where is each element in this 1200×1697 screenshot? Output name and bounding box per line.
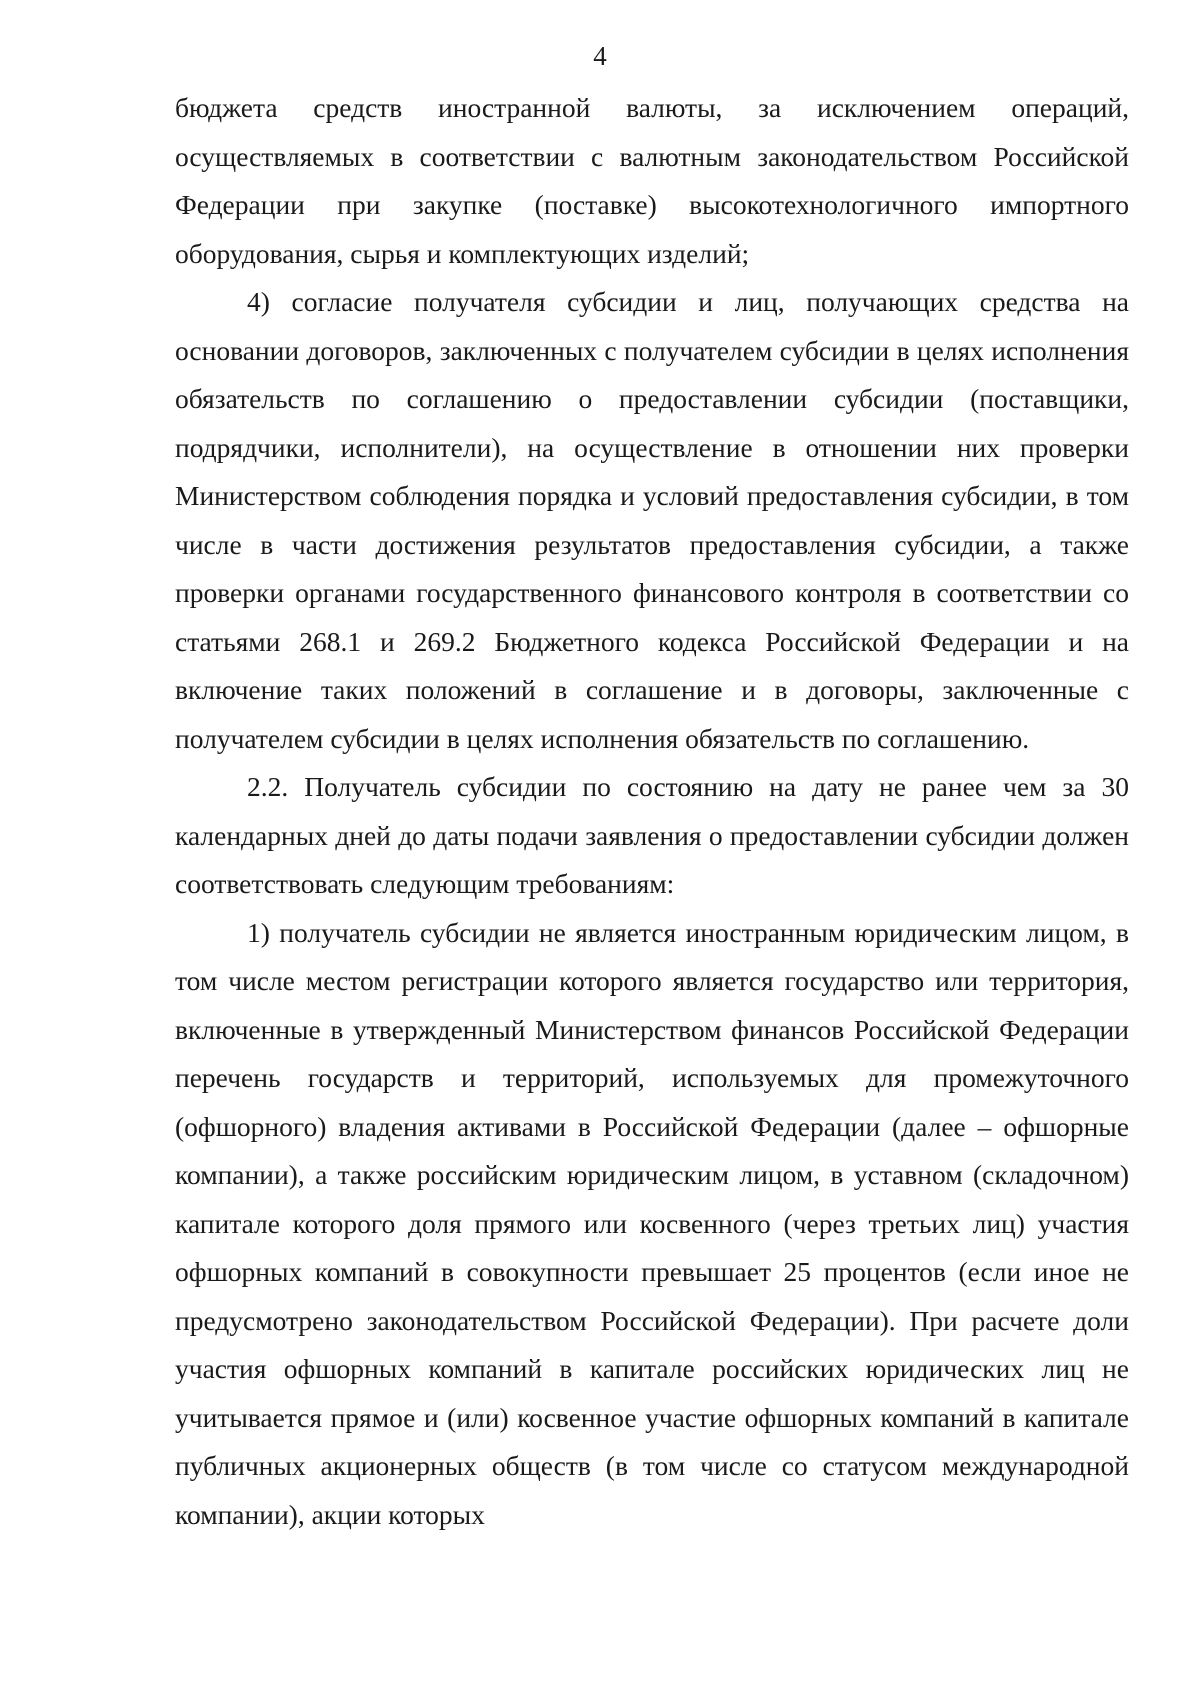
paragraph-item-4-consent: 4) согласие получателя субсидии и лиц, получающих средства на основании договоров, заключенных с получателем субсидии в целях исполнения обязательств по соглашению о предоставлении субсидии (поставщики, подрядчики, исполнители), на осуществление в отношении них проверки Министерством соблюдения порядка и условий предоставления субсидии, в том числе в части достижения результатов предоставления субсидии, а также проверки органами государственного финансового контроля в соответствии со статьями 268.1 и 269.2 Бюджетного кодекса Российской Федерации и на включение таких положений в соглашение и в договоры, заключенные с получателем субсидии в целях исполнения обязательств по соглашению. (175, 286, 1129, 754)
paragraph-2-2-requirements: 2.2. Получатель субсидии по состоянию на дату не ранее чем за 30 календарных дней до даты подачи заявления о предоставлении субсидии должен соответствовать следующим требованиям: (175, 771, 1129, 899)
paragraph-item-1-foreign-entity: 1) получатель субсидии не является иностранным юридическим лицом, в том числе местом регистрации которого является государство или территория, включенные в утвержденный Министерством финансов Российской Федерации перечень государств и территорий, используемых для промежуточного (офшорного) владения активами в Российской Федерации (далее – офшорные компании), а также российским юридическим лицом, в уставном (складочном) капитале которого доля прямого или косвенного (через третьих лиц) участия офшорных компаний в совокупности превышает 25 процентов (если иное не предусмотрено законодательством Российской Федерации). При расчете доли участия офшорных компаний в капитале российских юридических лиц не учитывается прямое и (или) косвенное участие офшорных компаний в капитале публичных акционерных обществ (в том числе со статусом международной компании), акции которых (175, 916, 1129, 1530)
page-number: 4 (593, 41, 607, 71)
paragraph-continuation: бюджета средств иностранной валюты, за исключением операций, осуществляемых в соответствии с валютным законодательством Российской Федерации при закупке (поставке) высокотехнологичного импортного оборудования, сырья и комплектующих изделий; (175, 92, 1129, 269)
document-body (175, 84, 1129, 1539)
